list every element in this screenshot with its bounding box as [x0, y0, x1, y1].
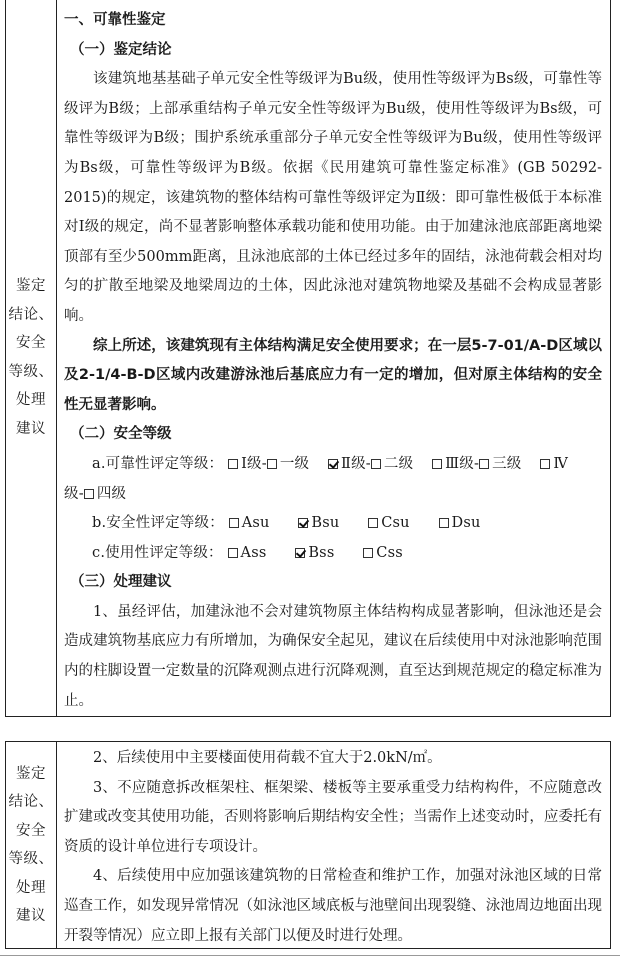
heading-safety-grade: （二）安全等级 — [70, 426, 172, 443]
row-label-line: 鉴定 — [16, 278, 46, 294]
option-label: Ⅰ级- — [241, 455, 267, 472]
checkbox-icon[interactable] — [228, 459, 238, 469]
heading-advice: （三）处理建议 — [70, 574, 172, 591]
usability-prefix: c.使用性评定等级： — [92, 544, 223, 561]
row-label-line: 处理 — [16, 879, 46, 896]
safety-prefix: b.安全性评定等级： — [92, 515, 224, 532]
row-label-line: 建议 — [16, 908, 46, 924]
checkbox-icon[interactable] — [439, 518, 449, 528]
page-bottom-rule — [0, 955, 620, 956]
row-label-line: 安全 — [16, 335, 46, 351]
option-label: Css — [376, 544, 403, 561]
advice-item-2: 2、后续使用中主要楼面使用荷载不宜大于2.0kN/㎡。 — [93, 750, 442, 766]
row-label-line: 鉴定 — [16, 765, 46, 782]
option-label: Dsu — [451, 515, 481, 532]
checkbox-icon[interactable] — [540, 459, 550, 469]
reliability-grade-row-continued — [64, 480, 602, 510]
row-label-line: 处理 — [16, 392, 46, 408]
checkbox-icon[interactable] — [432, 459, 442, 469]
advice-item-1: 1、虽经评估，加建泳池不会对建筑物原主体结构构成显著影响，但泳池还是会造成建筑物基底应力有所增加，为确保安全起见，建议在后续使用中对泳池影响范围内的柱脚设置一定数量的沉降观测点进行沉降观测，直至达到规范规定的稳定标准为止。 — [64, 603, 602, 709]
option-label: Csu — [381, 515, 410, 532]
usability-grade-row — [64, 539, 602, 569]
row-label-line: 等级、 — [8, 851, 54, 867]
row-label-cell — [6, 742, 57, 948]
assessment-table-part2 — [5, 741, 611, 949]
option-label: 三级 — [492, 455, 522, 472]
checkbox-icon[interactable] — [229, 518, 239, 528]
option-label: Ⅱ级- — [341, 455, 371, 472]
checkbox-icon[interactable] — [368, 518, 378, 528]
conclusion-paragraph: 该建筑地基基础子单元安全性等级评为Bu级，使用性等级评为Bs级，可靠性等级评为B级；上部承重结构子单元安全性等级评为Bu级，使用性等级评为Bs级，可靠性等级评为B级；围护系统承重部分子单元安全性等级评为Bu级，使用性等级评为Bs级，可靠性等级评为B级。依据《民用建筑可靠性鉴定标准》(GB 50292-2015)的规定，该建筑物的整体结构可靠性等级评定为Ⅱ级：即可靠性极低于本标准对Ⅰ级的规定，尚不显著影响整体承载功能和使用功能。由于加建泳池底部距离地梁顶部有至少500mm距离，且泳池底部的土体已经过多年的固结，泳池荷载会相对均匀的扩散至地梁及地梁周边的土体，因此泳池对建筑物地梁及基础不会构成显著影响。 — [64, 71, 602, 324]
option-label: Asu — [241, 515, 270, 532]
row-label-line: 建议 — [16, 420, 46, 437]
checkbox-icon[interactable] — [371, 459, 381, 469]
option-label: Bsu — [311, 515, 340, 532]
row-label-cell — [6, 0, 57, 716]
checkbox-icon[interactable] — [84, 489, 94, 499]
option-label: Ⅲ级- — [445, 455, 480, 472]
option-label: Ⅳ — [553, 455, 568, 472]
advice-item-4: 4、后续使用中应加强该建筑物的日常检查和维护工作，加强对泳池区域的日常巡查工作，如发现异常情况（如泳池区域底板与池壁间出现裂缝、泳池周边地面出现开裂等情况）应立即上报有关部门以便及时进行处理。 — [64, 868, 602, 944]
heading-conclusion: （一）鉴定结论 — [70, 41, 172, 58]
checkbox-icon[interactable] — [363, 548, 373, 558]
option-label: Bss — [308, 544, 335, 561]
checkbox-icon[interactable] — [479, 459, 489, 469]
option-label: 一级 — [279, 455, 310, 472]
checkbox-icon[interactable] — [267, 459, 277, 469]
checked-checkbox-icon[interactable] — [295, 548, 305, 558]
row-label-line: 结论、 — [8, 306, 54, 323]
row-label-line: 等级、 — [8, 363, 54, 380]
reliability-grade-row — [64, 450, 602, 480]
option-label: Ass — [240, 544, 267, 561]
content-cell — [64, 744, 602, 951]
summary-paragraph: 综上所述，该建筑现有主体结构满足安全使用要求；在一层5-7-01/A-D区域以及2-1/4-B-D区域内改建游泳池后基底应力有一定的增加，但对原主体结构的安全性无显著影响。 — [64, 337, 602, 413]
safety-grade-row — [64, 509, 602, 539]
row-label-line: 结论、 — [8, 794, 54, 810]
assessment-table-part1 — [5, 0, 611, 717]
checked-checkbox-icon[interactable] — [298, 518, 308, 528]
heading-reliability: 一、可靠性鉴定 — [64, 12, 166, 28]
checkbox-icon[interactable] — [228, 548, 238, 558]
reliability-prefix: a.可靠性评定等级： — [92, 455, 224, 472]
row-label-line: 安全 — [16, 822, 46, 839]
content-cell — [64, 6, 602, 716]
option-label: 四级 — [96, 485, 127, 502]
checked-checkbox-icon[interactable] — [328, 459, 338, 469]
advice-item-3: 3、不应随意拆改框架柱、框架梁、楼板等主要承重受力结构构件，不应随意改扩建或改变其使用功能，否则将影响后期结构安全性；当需作上述变动时，应委托有资质的设计单位进行专项设计。 — [64, 779, 602, 855]
option-label: 二级 — [383, 455, 414, 472]
option-label: 级- — [64, 485, 84, 502]
